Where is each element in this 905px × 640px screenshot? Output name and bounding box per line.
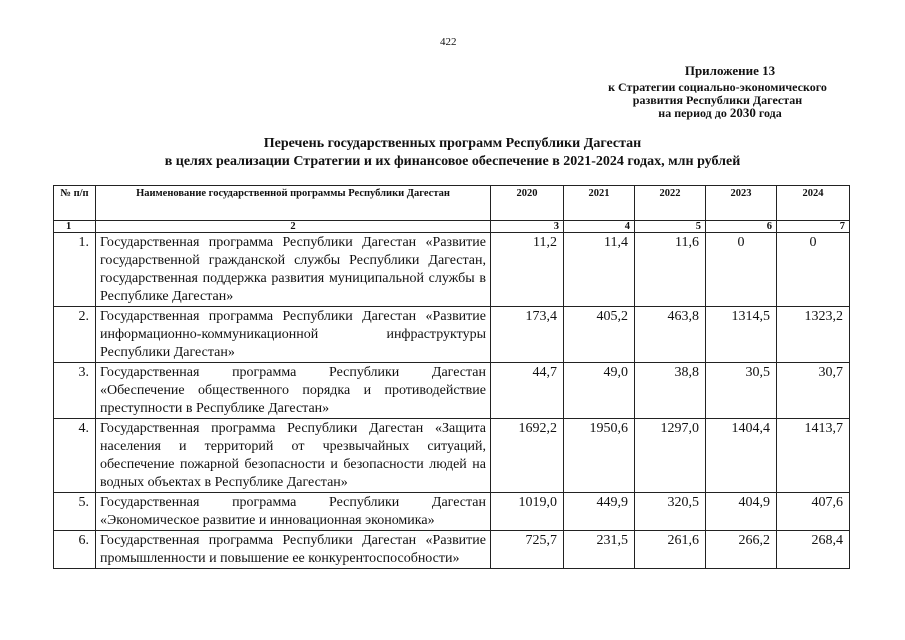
header-year: 2023 [706, 186, 777, 221]
value-2020: 725,7 [491, 531, 564, 569]
program-name: Государственная программа Республики Дагестан «Развитие промышленности и повышение ее конкурентоспособности» [96, 531, 491, 569]
value-2022: 320,5 [635, 493, 706, 531]
document-title-line-2: в целях реализации Стратегии и их финансовое обеспечение в 2021-2024 годах, млн рублей [164, 154, 741, 169]
program-name: Государственная программа Республики Дагестан «Развитие информационно-коммуникационной инфраструктуры Республики Дагестан» [96, 307, 491, 363]
value-2023: 0 [706, 233, 777, 307]
header-year: 2022 [635, 186, 706, 221]
value-2021: 449,9 [564, 493, 635, 531]
row-number: 6. [54, 531, 96, 569]
row-number: 3. [54, 363, 96, 419]
header-year: 2024 [777, 186, 850, 221]
table-row [54, 307, 850, 363]
value-2022: 463,8 [635, 307, 706, 363]
appendix-title: Приложение 13 [684, 63, 776, 78]
page-number: 422 [440, 36, 457, 48]
header-name: Наименование государственной программы Республики Дагестан [96, 186, 491, 221]
program-name: Государственная программа Республики Дагестан «Экономическое развитие и инновационная экономика» [96, 493, 491, 531]
row-number: 5. [54, 493, 96, 531]
appendix-line-3-prefix: на период до [658, 106, 730, 120]
value-2023: 1404,4 [706, 419, 777, 493]
appendix-line-1: к Стратегии социально-экономического [608, 80, 827, 94]
value-2023: 1314,5 [706, 307, 777, 363]
program-name: Государственная программа Республики Дагестан «Развитие государственной гражданской службы Республики Дагестан, государственная поддержка развития муниципальной службы в Республике Дагестан» [96, 233, 491, 307]
program-name: Государственная программа Республики Дагестан «Защита населения и территорий от чрезвычайных ситуаций, обеспечение пожарной безопасности и безопасности людей на водных объектах в Республике Дагестан» [96, 419, 491, 493]
value-2024: 1413,7 [777, 419, 850, 493]
row-number: 2. [54, 307, 96, 363]
column-number: 5 [635, 221, 706, 233]
appendix-line-2: развития Республики Дагестан [632, 93, 803, 107]
value-2023: 404,9 [706, 493, 777, 531]
column-number: 2 [96, 221, 491, 233]
value-2024: 30,7 [777, 363, 850, 419]
header-year: 2020 [491, 186, 564, 221]
column-number: 3 [491, 221, 564, 233]
value-2024: 1323,2 [777, 307, 850, 363]
value-2024: 268,4 [777, 531, 850, 569]
value-2022: 1297,0 [635, 419, 706, 493]
header-year: 2021 [564, 186, 635, 221]
value-2023: 266,2 [706, 531, 777, 569]
value-2024: 0 [777, 233, 850, 307]
row-number: 1. [54, 233, 96, 307]
value-2020: 11,2 [491, 233, 564, 307]
value-2021: 231,5 [564, 531, 635, 569]
value-2023: 30,5 [706, 363, 777, 419]
column-number: 4 [564, 221, 635, 233]
value-2021: 49,0 [564, 363, 635, 419]
row-number: 4. [54, 419, 96, 493]
column-number: 7 [777, 221, 850, 233]
programs-table [53, 185, 850, 569]
column-numbers-row [54, 221, 850, 233]
table-row [54, 233, 850, 307]
column-number: 1 [54, 221, 96, 233]
value-2021: 405,2 [564, 307, 635, 363]
table-row [54, 419, 850, 493]
appendix-line-3-suffix: года [755, 106, 782, 120]
table-row [54, 493, 850, 531]
value-2022: 261,6 [635, 531, 706, 569]
appendix-year: 2030 [729, 105, 756, 120]
value-2020: 1019,0 [491, 493, 564, 531]
header-num: № п/п [54, 186, 96, 221]
value-2020: 1692,2 [491, 419, 564, 493]
table-row [54, 531, 850, 569]
value-2022: 38,8 [635, 363, 706, 419]
value-2021: 1950,6 [564, 419, 635, 493]
appendix-line-3 [640, 106, 800, 120]
value-2020: 173,4 [491, 307, 564, 363]
document-title-line-1: Перечень государственных программ Республики Дагестан [263, 136, 642, 151]
value-2020: 44,7 [491, 363, 564, 419]
value-2024: 407,6 [777, 493, 850, 531]
table-row [54, 363, 850, 419]
value-2022: 11,6 [635, 233, 706, 307]
table-header-row [54, 186, 850, 221]
column-number: 6 [706, 221, 777, 233]
value-2021: 11,4 [564, 233, 635, 307]
program-name: Государственная программа Республики Дагестан «Обеспечение общественного порядка и противодействие преступности в Республике Дагестан» [96, 363, 491, 419]
